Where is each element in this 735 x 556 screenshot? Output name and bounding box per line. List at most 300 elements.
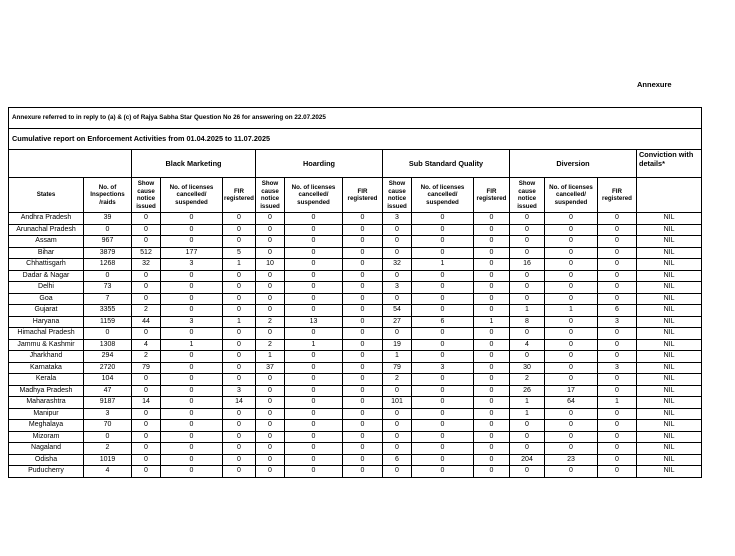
value-cell: 0 [343, 397, 383, 409]
value-cell: 0 [474, 270, 510, 282]
conviction-cell: NIL [637, 420, 702, 432]
value-cell: 0 [474, 339, 510, 351]
value-cell: 0 [474, 224, 510, 236]
value-cell: 0 [545, 270, 598, 282]
value-cell: 0 [343, 247, 383, 259]
value-cell: 1019 [84, 454, 132, 466]
value-cell: 0 [256, 466, 285, 478]
value-cell: 0 [256, 305, 285, 317]
value-cell: 0 [474, 305, 510, 317]
value-cell: 0 [343, 351, 383, 363]
table-row [9, 420, 702, 432]
value-cell: 0 [343, 236, 383, 248]
value-cell: 0 [132, 270, 161, 282]
value-cell: 0 [343, 259, 383, 271]
value-cell: 0 [412, 431, 474, 443]
conviction-cell: NIL [637, 385, 702, 397]
value-cell: 0 [383, 247, 412, 259]
value-cell: 2 [383, 374, 412, 386]
table-row [9, 270, 702, 282]
value-cell: 3 [223, 385, 256, 397]
value-cell: 0 [285, 362, 343, 374]
value-cell: 0 [223, 374, 256, 386]
value-cell: 0 [474, 247, 510, 259]
value-cell: 0 [161, 224, 223, 236]
value-cell: 1 [474, 316, 510, 328]
value-cell: 0 [132, 374, 161, 386]
value-cell: 1 [223, 259, 256, 271]
table-row [9, 213, 702, 225]
value-cell: 0 [161, 431, 223, 443]
value-cell: 10 [256, 259, 285, 271]
value-cell: 13 [285, 316, 343, 328]
value-cell: 0 [598, 213, 637, 225]
value-cell: 0 [510, 270, 545, 282]
value-cell: 0 [474, 454, 510, 466]
value-cell: 0 [474, 431, 510, 443]
value-cell: 0 [256, 397, 285, 409]
value-cell: 0 [545, 351, 598, 363]
value-cell: 0 [343, 328, 383, 340]
state-name-cell: Puducherry [9, 466, 84, 478]
value-cell: 0 [343, 385, 383, 397]
conviction-cell: NIL [637, 224, 702, 236]
value-cell: 0 [223, 466, 256, 478]
value-cell: 0 [223, 408, 256, 420]
value-cell: 0 [545, 213, 598, 225]
col-inspections: No. of Inspections /raids [84, 178, 132, 213]
value-cell: 0 [223, 443, 256, 455]
value-cell: 1 [256, 351, 285, 363]
table-row [9, 374, 702, 386]
value-cell: 0 [474, 213, 510, 225]
value-cell: 0 [412, 408, 474, 420]
value-cell: 39 [84, 213, 132, 225]
value-cell: 1 [598, 397, 637, 409]
value-cell: 0 [598, 351, 637, 363]
value-cell: 0 [84, 328, 132, 340]
value-cell: 0 [223, 351, 256, 363]
value-cell: 0 [545, 259, 598, 271]
value-cell: 0 [285, 328, 343, 340]
value-cell: 0 [285, 247, 343, 259]
value-cell: 32 [132, 259, 161, 271]
value-cell: 4 [132, 339, 161, 351]
value-cell: 0 [545, 362, 598, 374]
value-cell: 47 [84, 385, 132, 397]
value-cell: 0 [161, 374, 223, 386]
value-cell: 0 [412, 270, 474, 282]
value-cell: 3 [84, 408, 132, 420]
state-name-cell: Dadar & Nagar [9, 270, 84, 282]
value-cell: 0 [161, 282, 223, 294]
value-cell: 0 [161, 408, 223, 420]
value-cell: 0 [412, 282, 474, 294]
value-cell: 1308 [84, 339, 132, 351]
value-cell: 0 [510, 247, 545, 259]
value-cell: 0 [474, 259, 510, 271]
value-cell: 0 [161, 236, 223, 248]
value-cell: 37 [256, 362, 285, 374]
value-cell: 0 [343, 466, 383, 478]
value-cell: 0 [84, 270, 132, 282]
value-cell: 0 [545, 282, 598, 294]
value-cell: 0 [223, 328, 256, 340]
table-row [9, 443, 702, 455]
value-cell: 30 [510, 362, 545, 374]
value-cell: 0 [223, 431, 256, 443]
value-cell: 0 [412, 466, 474, 478]
value-cell: 0 [343, 293, 383, 305]
value-cell: 0 [474, 385, 510, 397]
conviction-cell: NIL [637, 454, 702, 466]
state-name-cell: Odisha [9, 454, 84, 466]
value-cell: 0 [161, 443, 223, 455]
conviction-cell: NIL [637, 397, 702, 409]
table-row [9, 247, 702, 259]
value-cell: 0 [285, 293, 343, 305]
value-cell: 2 [132, 351, 161, 363]
value-cell: 0 [161, 362, 223, 374]
col-h-fir: FIR registered [343, 178, 383, 213]
conviction-cell: NIL [637, 466, 702, 478]
value-cell: 3355 [84, 305, 132, 317]
enforcement-report-table [8, 107, 702, 478]
col-conviction [637, 178, 702, 213]
value-cell: 0 [412, 374, 474, 386]
value-cell: 1 [510, 408, 545, 420]
conviction-cell: NIL [637, 328, 702, 340]
group-sub-standard-quality: Sub Standard Quality [383, 150, 510, 178]
value-cell: 0 [256, 224, 285, 236]
value-cell: 2 [84, 443, 132, 455]
value-cell: 44 [132, 316, 161, 328]
value-cell: 177 [161, 247, 223, 259]
report-period-title: Cumulative report on Enforcement Activities from 01.04.2025 to 11.07.2025 [9, 129, 702, 150]
value-cell: 1159 [84, 316, 132, 328]
table-row [9, 224, 702, 236]
col-h-show-cause: Show cause notice issued [256, 178, 285, 213]
conviction-cell: NIL [637, 408, 702, 420]
table-row [9, 351, 702, 363]
value-cell: 0 [256, 293, 285, 305]
value-cell: 0 [256, 443, 285, 455]
value-cell: 0 [598, 408, 637, 420]
value-cell: 0 [412, 305, 474, 317]
value-cell: 0 [412, 339, 474, 351]
value-cell: 79 [383, 362, 412, 374]
value-cell: 70 [84, 420, 132, 432]
value-cell: 1 [223, 316, 256, 328]
value-cell: 512 [132, 247, 161, 259]
state-name-cell: Kerala [9, 374, 84, 386]
value-cell: 0 [545, 443, 598, 455]
value-cell: 0 [161, 213, 223, 225]
value-cell: 0 [256, 270, 285, 282]
value-cell: 0 [343, 454, 383, 466]
value-cell: 0 [598, 339, 637, 351]
value-cell: 16 [510, 259, 545, 271]
value-cell: 0 [343, 305, 383, 317]
value-cell: 0 [598, 247, 637, 259]
value-cell: 204 [510, 454, 545, 466]
value-cell: 2 [510, 374, 545, 386]
value-cell: 0 [598, 385, 637, 397]
value-cell: 17 [545, 385, 598, 397]
value-cell: 0 [545, 247, 598, 259]
value-cell: 0 [132, 443, 161, 455]
value-cell: 0 [383, 443, 412, 455]
value-cell: 0 [474, 466, 510, 478]
table-row [9, 259, 702, 271]
value-cell: 1268 [84, 259, 132, 271]
value-cell: 0 [161, 270, 223, 282]
conviction-cell: NIL [637, 374, 702, 386]
conviction-cell: NIL [637, 236, 702, 248]
state-name-cell: Delhi [9, 282, 84, 294]
value-cell: 0 [132, 431, 161, 443]
value-cell: 0 [343, 316, 383, 328]
value-cell: 0 [161, 385, 223, 397]
value-cell: 73 [84, 282, 132, 294]
group-hoarding: Hoarding [256, 150, 383, 178]
value-cell: 0 [223, 224, 256, 236]
value-cell: 0 [510, 224, 545, 236]
value-cell: 101 [383, 397, 412, 409]
value-cell: 0 [412, 224, 474, 236]
value-cell: 0 [545, 466, 598, 478]
table-row [9, 408, 702, 420]
value-cell: 0 [598, 420, 637, 432]
value-cell: 3 [383, 282, 412, 294]
value-cell: 1 [545, 305, 598, 317]
value-cell: 0 [132, 282, 161, 294]
value-cell: 2 [132, 305, 161, 317]
value-cell: 0 [285, 259, 343, 271]
conviction-cell: NIL [637, 316, 702, 328]
table-row [9, 431, 702, 443]
value-cell: 0 [545, 328, 598, 340]
table-row [9, 293, 702, 305]
value-cell: 0 [132, 466, 161, 478]
value-cell: 0 [510, 466, 545, 478]
state-name-cell: Maharashtra [9, 397, 84, 409]
value-cell: 3879 [84, 247, 132, 259]
value-cell: 0 [285, 351, 343, 363]
state-name-cell: Karnataka [9, 362, 84, 374]
col-d-licenses: No. of licenses cancelled/ suspended [545, 178, 598, 213]
value-cell: 0 [343, 431, 383, 443]
value-cell: 0 [545, 374, 598, 386]
value-cell: 6 [412, 316, 474, 328]
value-cell: 0 [545, 236, 598, 248]
state-name-cell: Chhattisgarh [9, 259, 84, 271]
value-cell: 0 [598, 236, 637, 248]
value-cell: 0 [285, 236, 343, 248]
value-cell: 14 [132, 397, 161, 409]
value-cell: 0 [343, 362, 383, 374]
value-cell: 0 [598, 466, 637, 478]
value-cell: 0 [256, 408, 285, 420]
value-cell: 0 [510, 420, 545, 432]
value-cell: 0 [598, 443, 637, 455]
value-cell: 0 [161, 305, 223, 317]
value-cell: 2 [256, 316, 285, 328]
value-cell: 14 [223, 397, 256, 409]
value-cell: 0 [256, 454, 285, 466]
value-cell: 0 [132, 385, 161, 397]
value-cell: 0 [474, 282, 510, 294]
value-cell: 0 [343, 270, 383, 282]
value-cell: 0 [412, 213, 474, 225]
value-cell: 0 [223, 236, 256, 248]
value-cell: 6 [598, 305, 637, 317]
table-row [9, 385, 702, 397]
col-d-fir: FIR registered [598, 178, 637, 213]
value-cell: 0 [285, 420, 343, 432]
value-cell: 0 [474, 420, 510, 432]
value-cell: 0 [383, 420, 412, 432]
value-cell: 3 [161, 259, 223, 271]
conviction-cell: NIL [637, 293, 702, 305]
value-cell: 0 [285, 282, 343, 294]
value-cell: 0 [545, 408, 598, 420]
value-cell: 0 [510, 282, 545, 294]
state-name-cell: Assam [9, 236, 84, 248]
value-cell: 0 [412, 454, 474, 466]
value-cell: 0 [343, 420, 383, 432]
value-cell: 0 [285, 374, 343, 386]
col-bm-show-cause: Show cause notice issued [132, 178, 161, 213]
value-cell: 0 [383, 236, 412, 248]
value-cell: 0 [223, 213, 256, 225]
value-cell: 0 [545, 316, 598, 328]
value-cell: 0 [256, 247, 285, 259]
value-cell: 4 [510, 339, 545, 351]
value-cell: 0 [132, 408, 161, 420]
table-row [9, 339, 702, 351]
value-cell: 0 [383, 270, 412, 282]
value-cell: 0 [161, 454, 223, 466]
value-cell: 3 [161, 316, 223, 328]
col-h-licenses: No. of licenses cancelled/ suspended [285, 178, 343, 213]
value-cell: 0 [343, 224, 383, 236]
value-cell: 0 [161, 351, 223, 363]
value-cell: 0 [223, 362, 256, 374]
value-cell: 0 [256, 213, 285, 225]
col-bm-fir: FIR registered [223, 178, 256, 213]
value-cell: 19 [383, 339, 412, 351]
value-cell: 7 [84, 293, 132, 305]
value-cell: 2720 [84, 362, 132, 374]
table-row [9, 362, 702, 374]
table-row [9, 236, 702, 248]
value-cell: 0 [598, 270, 637, 282]
value-cell: 0 [598, 259, 637, 271]
col-ssq-show-cause: Show cause notice issued [383, 178, 412, 213]
value-cell: 0 [343, 213, 383, 225]
value-cell: 0 [161, 328, 223, 340]
value-cell: 0 [474, 397, 510, 409]
value-cell: 6 [383, 454, 412, 466]
value-cell: 0 [285, 466, 343, 478]
conviction-cell: NIL [637, 339, 702, 351]
conviction-cell: NIL [637, 282, 702, 294]
value-cell: 0 [132, 236, 161, 248]
value-cell: 967 [84, 236, 132, 248]
value-cell: 0 [285, 443, 343, 455]
value-cell: 0 [474, 351, 510, 363]
conviction-cell: NIL [637, 431, 702, 443]
value-cell: 0 [545, 224, 598, 236]
value-cell: 0 [545, 431, 598, 443]
state-name-cell: Mizoram [9, 431, 84, 443]
value-cell: 0 [510, 213, 545, 225]
state-name-cell: Meghalaya [9, 420, 84, 432]
value-cell: 26 [510, 385, 545, 397]
value-cell: 0 [598, 328, 637, 340]
value-cell: 0 [223, 339, 256, 351]
value-cell: 0 [285, 385, 343, 397]
value-cell: 0 [412, 420, 474, 432]
conviction-cell: NIL [637, 443, 702, 455]
value-cell: 0 [132, 213, 161, 225]
value-cell: 3 [598, 362, 637, 374]
value-cell: 294 [84, 351, 132, 363]
value-cell: 1 [161, 339, 223, 351]
value-cell: 0 [161, 293, 223, 305]
value-cell: 0 [598, 293, 637, 305]
state-name-cell: Nagaland [9, 443, 84, 455]
conviction-cell: NIL [637, 247, 702, 259]
value-cell: 0 [598, 224, 637, 236]
value-cell: 5 [223, 247, 256, 259]
group-conviction: Conviction with details* [637, 150, 702, 178]
value-cell: 1 [285, 339, 343, 351]
value-cell: 0 [474, 362, 510, 374]
value-cell: 0 [412, 247, 474, 259]
value-cell: 0 [132, 293, 161, 305]
value-cell: 0 [256, 282, 285, 294]
state-name-cell: Haryana [9, 316, 84, 328]
value-cell: 0 [132, 328, 161, 340]
state-name-cell: Gujarat [9, 305, 84, 317]
value-cell: 0 [132, 420, 161, 432]
value-cell: 27 [383, 316, 412, 328]
value-cell: 0 [510, 351, 545, 363]
value-cell: 0 [412, 293, 474, 305]
value-cell: 0 [343, 339, 383, 351]
state-name-cell: Himachal Pradesh [9, 328, 84, 340]
report-reference-title: Annexure referred to in reply to (a) & (c) of Rajya Sabha Star Question No 26 for answering on 22.07.2025 [9, 108, 702, 129]
value-cell: 0 [256, 420, 285, 432]
value-cell: 0 [285, 454, 343, 466]
value-cell: 0 [223, 293, 256, 305]
value-cell: 79 [132, 362, 161, 374]
conviction-cell: NIL [637, 259, 702, 271]
table-row [9, 316, 702, 328]
value-cell: 0 [383, 431, 412, 443]
state-name-cell: Madhya Pradesh [9, 385, 84, 397]
value-cell: 8 [510, 316, 545, 328]
value-cell: 0 [285, 305, 343, 317]
value-cell: 0 [474, 236, 510, 248]
blank-group-header [9, 150, 132, 178]
value-cell: 3 [383, 213, 412, 225]
conviction-cell: NIL [637, 305, 702, 317]
group-diversion: Diversion [510, 150, 637, 178]
value-cell: 1 [412, 259, 474, 271]
